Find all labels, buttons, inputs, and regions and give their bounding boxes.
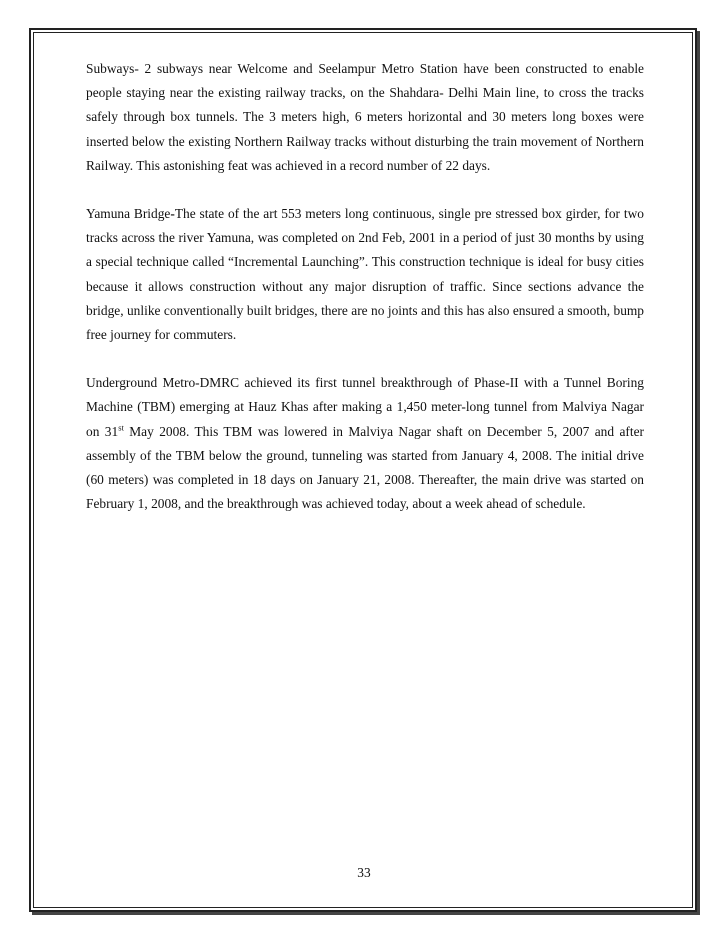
paragraph-yamuna-bridge (86, 202, 644, 347)
page-border-shadow-bottom (32, 912, 700, 915)
yamuna-bridge-lead: Yamuna Bridge (86, 206, 171, 222)
paragraph-underground-metro (86, 371, 644, 516)
paragraph-subways: Subways- 2 subways near Welcome and Seelampur Metro Station have been constructed to enable people staying near the existing railway tracks, on the Shahdara- Delhi Main line, to cross the tracks safely through box tunnels. The 3 meters high, 6 meters horizontal and 30 meters long boxes were inserted below the existing Northern Railway tracks without disturbing the train movement of Northern Railway. This astonishing feat was achieved in a record number of 22 days. (86, 61, 644, 173)
underground-metro-text-end: May 2008. This TBM was lowered in Malviya Nagar shaft on December 5, 2007 and after assembly of the TBM below the ground, tunneling was started from January 4, 2008. The initial drive (60 meters) was completed in 18 days on January 21, 2008. Thereafter, the main drive was started on February 1, 2008, and the breakthrough was achieved today, about a week ahead of schedule. (86, 423, 644, 512)
underground-metro-text-start: Underground Metro-DMRC achieved its first tunnel breakthrough of Phase-II with a Tunnel Boring Machine (TBM) emerging at Hauz Khas after making a 1,450 meter-long tunnel from Malviya Nagar on 31 (86, 375, 644, 439)
yamuna-bridge-body: The state of the art 553 meters long continuous, single pre stressed box girder, for two tracks across the river Yamuna, was completed on 2nd Feb, 2001 in a period of just 30 months by using a special technique called “Incremental Launching”. This construction technique is ideal for busy cities because it allows construction without any major disruption of traffic. Since sections advance the bridge, unlike conventionally built bridges, there are no joints and this has also ensured a smooth, bump free journey for commuters. (86, 206, 644, 343)
page-border-shadow-right (697, 31, 700, 915)
ordinal-suffix: st (118, 422, 124, 433)
page-content (86, 57, 644, 516)
page-number: 33 (357, 865, 371, 880)
yamuna-bridge-dash: - (170, 206, 175, 222)
